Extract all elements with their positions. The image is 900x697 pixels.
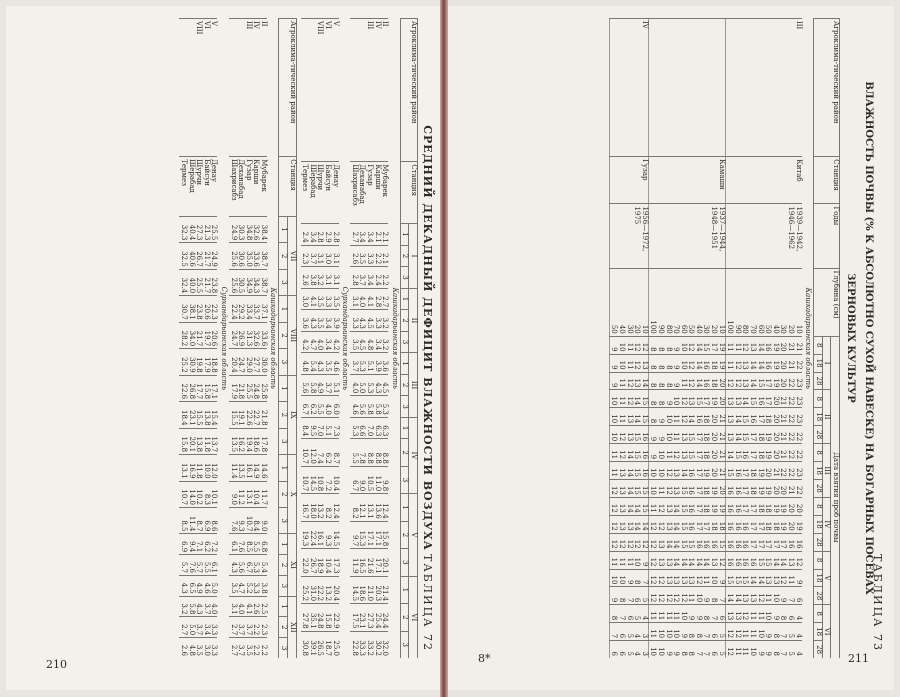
data-cell: 21 20 18 17 15 13 11 10 9 9 (648, 426, 725, 444)
data-cell: 7.2 6.2 7.1 9.4 6.9 (179, 534, 217, 555)
month-header: VI (822, 605, 831, 658)
data-cell: 6 7 8 9 9 10 11 11 11 11 (648, 605, 725, 623)
data-cell: 25.5 21.3 27.3 40.4 32.3 (179, 216, 217, 242)
data-cell: 4.6 3.5 4.3 5.4 4.8 (301, 353, 339, 375)
data-cell: 25.8 24.8 25.5 21.8 17.9 (229, 375, 267, 401)
month-header: VI (409, 576, 418, 658)
table-73-number: ТАБЛИЦА 73 (871, 554, 884, 652)
section-label: Сурхандарьинская область (219, 286, 228, 390)
station-cell: Китаб (725, 157, 801, 204)
col-date-header: Дата взятия проб почвы (831, 336, 840, 658)
month-header: III (822, 444, 831, 498)
section-label: Сурхандарьинская область (341, 286, 350, 390)
decade-header: 3 (400, 549, 409, 576)
decade-header: 3 (400, 396, 409, 418)
data-cell: 6.3 6.3 7.0 6.6 5.3 (350, 417, 388, 439)
data-cell: 4 5 7 8 9 10 11 11 12 12 (725, 623, 801, 641)
data-cell: 17.8 18.6 19.4 16.2 13.5 (229, 428, 267, 454)
depth-cell: 10 20 30 40 50 60 70 80 90 100 (648, 268, 725, 336)
day-header: 18 (814, 569, 823, 587)
day-header: 28 (814, 587, 823, 605)
data-cell: 6.0 4.0 5.5 6.2 6.7 (301, 396, 339, 418)
table-73-body (609, 18, 840, 658)
data-cell: 10.4 7.2 10.8 14.5 10.7 (301, 466, 339, 493)
table-row (648, 19, 725, 659)
col-station-header: Станция (814, 157, 840, 204)
data-cell: 3 4 5 6 6 (609, 641, 648, 658)
data-cell: 24.9 21.7 26.7 40.6 32.5 (179, 243, 217, 269)
data-cell: 2.1 2.2 3.3 3.5 2.6 (350, 245, 388, 267)
table-72-number: ТАБЛИЦА 72 (421, 554, 434, 652)
data-cell: 4.5 4.3 5.3 5.0 4.0 (350, 374, 388, 396)
data-cell: 3 4 5 6 7 (609, 623, 648, 641)
data-cell: 9 10 11 12 13 13 13 13 12 12 (648, 569, 725, 587)
data-cell: 3.9 3.4 3.5 4.3 3.6 (301, 310, 339, 332)
depth-cell: 10 20 30 40 50 (609, 268, 648, 336)
data-cell: 12.0 10.0 11.8 16.9 13.1 (179, 455, 217, 481)
data-cell: 9.0 8.4 10.7 9.3 7.6 (229, 508, 267, 534)
section-label: Кашкадарьинская область (804, 287, 813, 389)
data-cell: 38.7 34.3 34.9 30.5 25.6 (229, 269, 267, 295)
decade-header: 2 (400, 521, 409, 548)
day-header: 18 (814, 354, 823, 372)
data-cell: 19 19 18 17 16 15 14 13 12 11 (648, 497, 725, 515)
data-cell: 25.0 18.7 26.5 39.1 30.8 (301, 631, 339, 658)
decade-header: 1 (400, 288, 409, 310)
data-cell: 23 22 22 21 20 19 18 17 16 15 (725, 462, 801, 480)
decade-header: 2 (279, 617, 288, 638)
month-header: X (288, 455, 297, 534)
data-cell: 20.4 13.2 22.2 31.0 25.2 (301, 576, 339, 603)
day-header: 8 (814, 336, 823, 354)
decade-header: 2 (400, 310, 409, 332)
day-header: 8 (814, 444, 823, 462)
decade-header: 3 (279, 428, 288, 454)
decade-header: 3 (279, 269, 288, 295)
data-cell: 22.9 15.8 24.8 35.1 27.8 (301, 604, 339, 631)
table-72-block-1 (301, 18, 418, 658)
decade-header: 2 (279, 481, 288, 507)
day-header: 18 (814, 515, 823, 533)
data-cell: 7 8 9 10 10 (609, 569, 648, 587)
decade-header: 1 (279, 375, 288, 401)
data-cell: 20 19 18 17 16 15 13 12 11 10 (648, 479, 725, 497)
decade-header: 2 (279, 243, 288, 269)
day-header: 28 (814, 426, 823, 444)
data-cell: 15 14 13 11 10 (609, 408, 648, 426)
table-72-title: СРЕДНИЙ ДЕКАДНЫЙ ДЕФИЦИТ ВЛАЖНОСТИ ВОЗДУХА (421, 125, 434, 551)
data-cell: 8.6 6.9 8.7 11.4 8.5 (179, 508, 217, 534)
table-row (609, 19, 648, 659)
data-cell: 3.8 3.3 5.2 4.7 3.5 (229, 575, 267, 596)
data-cell: 9.8 11.0 10.5 9.0 6.7 (350, 466, 388, 493)
years-cell: 1956—1972, 1975 (609, 204, 648, 268)
col-region-header: Агроклима-тический район (400, 19, 417, 162)
data-cell: 23 22 20 19 17 15 14 13 12 12 (725, 372, 801, 390)
data-cell: 12.4 13.6 13.1 12.1 8.2 (350, 494, 388, 521)
month-header: II (822, 390, 831, 444)
section-label: Кашкадарьинская область (390, 287, 399, 389)
data-cell: 15 15 14 13 12 (609, 479, 648, 497)
data-cell: 7.3 5.1 7.0 9.5 8.4 (301, 417, 339, 439)
data-cell: 38.4 32.6 34.8 30.3 24.9 (229, 216, 267, 242)
data-cell: 3.3 3.4 3.7 5.0 2.7 (179, 617, 217, 638)
data-cell: 5.4 5.3 6.7 5.6 4.3 (229, 555, 267, 576)
decade-header: 3 (279, 638, 288, 658)
decade-header: 2 (400, 604, 409, 631)
decade-header: 2 (400, 245, 409, 267)
data-cell: 24.4 25.4 27.3 23.1 17.5 (350, 604, 388, 631)
data-cell: 21 20 18 16 14 12 11 10 9 8 (648, 408, 725, 426)
data-cell: 22 21 20 20 19 19 18 17 16 16 (725, 479, 801, 497)
decade-header: 3 (400, 631, 409, 658)
day-header: 8 (814, 551, 823, 569)
data-cell: 22 22 21 20 19 18 17 16 15 14 (725, 444, 801, 462)
data-cell: 3.3 3.0 3.5 4.8 2.6 (179, 638, 217, 658)
data-cell: 13.7 11.8 13.8 20.1 15.8 (179, 428, 217, 454)
data-cell: 16 15 14 12 11 (609, 444, 648, 462)
decade-header: 3 (400, 267, 409, 289)
data-cell: 22.3 20.6 23.8 38.1 30.7 (179, 296, 217, 322)
day-header: 8 (814, 605, 823, 623)
data-cell: 16 16 17 17 17 17 17 16 16 16 (725, 533, 801, 551)
decade-header: 2 (279, 402, 288, 428)
data-cell: 2.5 2.6 4.1 4.0 3.1 (229, 596, 267, 617)
data-cell: 6.8 5.5 8.5 7.6 6.1 (229, 534, 267, 555)
month-header: II (409, 288, 418, 353)
data-cell: 5.1 3.7 4.9 5.8 5.6 (301, 374, 339, 396)
data-cell: 30.0 27.7 29.0 24.7 20.4 (229, 349, 267, 375)
month-header: VIII (288, 296, 297, 375)
data-cell: 3.6 3.9 5.1 5.3 3.7 (350, 353, 388, 375)
data-cell: 12 12 11 10 9 (609, 336, 648, 354)
day-header: 28 (814, 641, 823, 658)
data-cell: 9 11 12 13 13 14 14 15 15 15 (725, 569, 801, 587)
data-cell: 20.6 19.7 21.7 34.0 28.2 (179, 322, 217, 348)
region-cell: II IV III (229, 19, 267, 157)
data-cell: 14.5 9.3 16.1 22.4 19.3 (301, 521, 339, 548)
decade-header: 1 (279, 216, 288, 242)
data-cell: 22 22 21 20 19 18 17 15 14 13 (725, 426, 801, 444)
decade-header: 3 (279, 575, 288, 596)
data-cell: 4 6 8 9 10 11 11 12 13 13 (725, 605, 801, 623)
data-cell: 5 6 7 8 9 (609, 587, 648, 605)
station-cell: Денау Байсун Шурчи Шерабад Термез (301, 162, 339, 224)
data-cell: 12.4 8.2 13.2 18.0 16.7 (301, 494, 339, 521)
data-cell: 21 21 20 19 16 14 13 12 11 11 (725, 336, 801, 354)
signature-mark: 8* (478, 652, 491, 665)
month-header: XII (288, 596, 297, 658)
region-cell: II IV III (350, 19, 388, 162)
decade-header: 1 (400, 576, 409, 603)
region-cell: V VI VIII (301, 19, 339, 162)
decade-header: 2 (400, 439, 409, 466)
data-cell: 23 22 21 20 17 16 15 14 13 13 (725, 390, 801, 408)
month-header: V (409, 494, 418, 576)
right-page (448, 6, 894, 690)
decade-header: 3 (400, 331, 409, 353)
data-cell: 2.2 2.4 3.4 3.7 2.8 (350, 267, 388, 289)
data-cell: 20.1 17.1 21.6 16.5 11.9 (350, 549, 388, 576)
table-73-title-line-1: ВЛАЖНОСТЬ ПОЧВЫ (% К АБСОЛЮТНО СУХОЙ НАВЕСКЕ) НА БОГАРНЫХ ПОСЕВАХ (863, 81, 874, 595)
data-cell: 7 8 9 10 11 12 12 12 12 12 (648, 587, 725, 605)
data-cell: 2.8 2.9 2.8 3.4 2.4 (301, 224, 339, 246)
data-cell: 4.0 3.7 4.3 5.8 3.2 (179, 596, 217, 617)
decade-header: 2 (279, 322, 288, 348)
data-cell: 3.5 3.3 3.5 4.1 3.0 (301, 288, 339, 310)
station-cell: Денау Байсун Шурчи Шерабад Термез (179, 157, 217, 217)
data-cell: 17.3 10.4 18.9 26.7 22.0 (301, 549, 339, 576)
depth-cell: 10 20 30 40 50 60 70 80 90 100 (725, 268, 801, 336)
month-header: IV (822, 497, 831, 551)
station-cell: Гузар (609, 157, 648, 204)
col-station-header: Станция (400, 162, 417, 224)
data-cell: 5.3 5.8 5.8 5.6 4.6 (350, 396, 388, 418)
month-header: IV (409, 417, 418, 493)
data-cell: 14.6 14.9 16.1 13.5 11.4 (229, 455, 267, 481)
data-cell: 21 20 19 17 16 14 13 12 10 10 (648, 462, 725, 480)
book-spine (440, 0, 448, 697)
data-cell: 5.0 4.6 4.9 6.5 4.3 (179, 575, 217, 596)
data-cell: 8.8 8.8 8.8 7.8 5.5 (350, 439, 388, 466)
data-cell: 15.8 17.1 17.1 15.3 9.7 (350, 521, 388, 548)
left-page (6, 6, 440, 690)
table-73 (454, 18, 884, 658)
region-cell: III (725, 19, 801, 157)
col-region-header: Агроклима-тический район (279, 19, 296, 157)
data-cell: 38.7 33.6 35.0 30.6 25.6 (229, 243, 267, 269)
col-years-header: Годы (814, 204, 840, 268)
data-cell: 14 13 12 11 9 (609, 372, 648, 390)
col-region-header: Агроклима-тический район (814, 19, 840, 157)
decade-header: 1 (279, 596, 288, 617)
decade-header: 1 (400, 353, 409, 375)
station-cell: Мубарек Карши Гузар Деханабад Шахрисабз (350, 162, 388, 224)
month-header: III (409, 353, 418, 418)
day-header: 8 (814, 390, 823, 408)
decade-header: 1 (279, 296, 288, 322)
day-header: 18 (814, 462, 823, 480)
data-cell: 15 14 14 13 12 (609, 497, 648, 515)
years-cell: 1937—1944, 1948—1951 (648, 204, 725, 268)
data-cell: 21.4 20.3 21.0 18.6 14.5 (350, 576, 388, 603)
month-header: VII (288, 216, 297, 295)
decade-header: 3 (279, 349, 288, 375)
day-header: 28 (814, 479, 823, 497)
data-cell: 19 20 19 18 18 17 17 16 16 16 (725, 515, 801, 533)
data-cell: 12 13 14 14 15 15 16 16 16 16 (725, 551, 801, 569)
data-cell: 33.6 32.6 31.3 26.9 24.7 (229, 322, 267, 348)
data-cell: 18 18 17 17 16 15 14 13 12 12 (648, 515, 725, 533)
table-72-block-2 (179, 18, 296, 658)
data-cell: 3.2 3.3 4.5 4.3 3.3 (350, 310, 388, 332)
region-cell (648, 19, 725, 157)
data-cell: 21 20 18 17 15 13 12 11 10 9 (648, 444, 725, 462)
decade-header: 3 (279, 508, 288, 534)
data-cell: 3.1 3.1 3.2 3.8 2.6 (301, 267, 339, 289)
data-cell: 8.7 6.2 7.4 12.0 10.7 (301, 439, 339, 466)
data-cell: 5 6 7 8 8 9 10 10 10 11 (648, 623, 725, 641)
data-cell: 18.8 17.9 19.8 30.9 25.2 (179, 349, 217, 375)
data-cell: 3.1 3.0 3.1 3.7 2.3 (301, 245, 339, 267)
day-header: 18 (814, 623, 823, 641)
decade-header: 1 (400, 224, 409, 246)
col-depth-header: Глубина (см) (814, 268, 840, 336)
data-cell: 9 10 11 11 11 (609, 551, 648, 569)
table-73-title-line-2: ЗЕРНОВЫХ КУЛЬТУР (845, 273, 856, 403)
day-header: 8 (814, 497, 823, 515)
decade-header: 2 (400, 374, 409, 396)
decade-header: 2 (279, 555, 288, 576)
table-row (725, 19, 801, 659)
data-cell: 6 7 9 10 11 12 13 13 14 14 (725, 587, 801, 605)
data-cell: 2.3 2.2 3.7 3.7 2.7 (229, 617, 267, 638)
data-cell: 15 14 12 11 10 (609, 390, 648, 408)
decade-header: 1 (400, 494, 409, 521)
data-cell: 2.1 2.1 3.4 3.4 2.7 (350, 224, 388, 246)
data-cell: 17.1 15.8 17.7 26.8 22.6 (179, 375, 217, 401)
data-cell: 23.8 21.7 25.5 40.0 32.4 (179, 269, 217, 295)
data-cell: 10.1 8.3 10.2 14.0 10.7 (179, 481, 217, 507)
data-cell: 3.2 3.4 4.8 4.5 3.5 (350, 331, 388, 353)
data-cell: 12 13 14 14 14 14 14 13 13 12 (648, 551, 725, 569)
region-cell: V VI VIII (179, 19, 217, 157)
left-page-number: 210 (46, 658, 67, 671)
month-header: V (822, 551, 831, 605)
data-cell: 23 22 21 20 18 17 16 15 14 13 (725, 408, 801, 426)
data-cell: 4.2 3.4 4.0 4.7 4.2 (301, 331, 339, 353)
data-cell: 14 14 13 13 12 (609, 515, 648, 533)
decade-header: 1 (279, 534, 288, 555)
day-header: 28 (814, 533, 823, 551)
data-cell: 19 18 16 14 12 10 9 8 8 8 (648, 354, 725, 372)
data-cell: 21.8 22.7 22.6 19.1 15.5 (229, 402, 267, 428)
data-cell: 12 12 12 12 12 (609, 533, 648, 551)
data-cell: 5 6 7 7 8 8 9 9 10 10 (648, 641, 725, 658)
data-cell: 15 16 16 16 15 15 14 14 13 12 (648, 533, 725, 551)
station-cell: Камаши (648, 157, 725, 204)
data-cell: 16 15 13 12 10 (609, 426, 648, 444)
data-cell: 16 15 14 13 11 (609, 462, 648, 480)
data-cell: 2.2 2.2 3.5 3.7 2.7 (229, 638, 267, 658)
data-cell: 15.4 13.8 15.5 23.1 18.4 (179, 402, 217, 428)
station-cell: Мубарек Карши Гузар Деханабад Шахрисабз (229, 157, 267, 217)
data-cell: 6.1 5.5 5.7 7.6 5.7 (179, 555, 217, 576)
month-header: IX (288, 375, 297, 454)
month-header: XI (288, 534, 297, 596)
month-header: I (409, 224, 418, 289)
section-label: Кашкадарьинская область (269, 287, 278, 389)
years-cell: 1939—1942, 1946—1962 (725, 204, 801, 268)
data-cell: 4 5 7 8 9 9 10 11 11 12 (725, 641, 801, 658)
day-header: 18 (814, 408, 823, 426)
day-header: 28 (814, 372, 823, 390)
data-cell: 13 12 11 10 9 (609, 354, 648, 372)
data-cell: 2.7 2.8 4.1 4.0 3.1 (350, 288, 388, 310)
month-header: I (822, 336, 831, 390)
data-cell: 20 19 17 15 13 12 10 9 8 8 (648, 390, 725, 408)
decade-header: 3 (400, 466, 409, 493)
data-cell: 11.7 10.4 13.1 11.2 9.0 (229, 481, 267, 507)
table-72 (14, 18, 434, 658)
data-cell: 22 21 20 19 16 14 14 13 12 11 (725, 354, 801, 372)
data-cell: 37.1 33.7 33.4 29.2 22.4 (229, 296, 267, 322)
data-cell: 20 18 16 14 12 11 9 8 8 8 (648, 372, 725, 390)
data-cell: 19 17 15 14 12 10 9 8 8 8 (648, 336, 725, 354)
region-cell: IV (609, 19, 648, 157)
decade-header: 1 (400, 417, 409, 439)
decade-header: 1 (279, 455, 288, 481)
data-cell: 20 20 19 19 18 18 17 17 16 16 (725, 497, 801, 515)
col-station-header: Станция (279, 157, 296, 217)
data-cell: 4 5 6 7 8 (609, 605, 648, 623)
right-page-number: 211 (848, 652, 869, 665)
data-cell: 32.0 30.2 33.2 33.3 22.8 (350, 631, 388, 658)
